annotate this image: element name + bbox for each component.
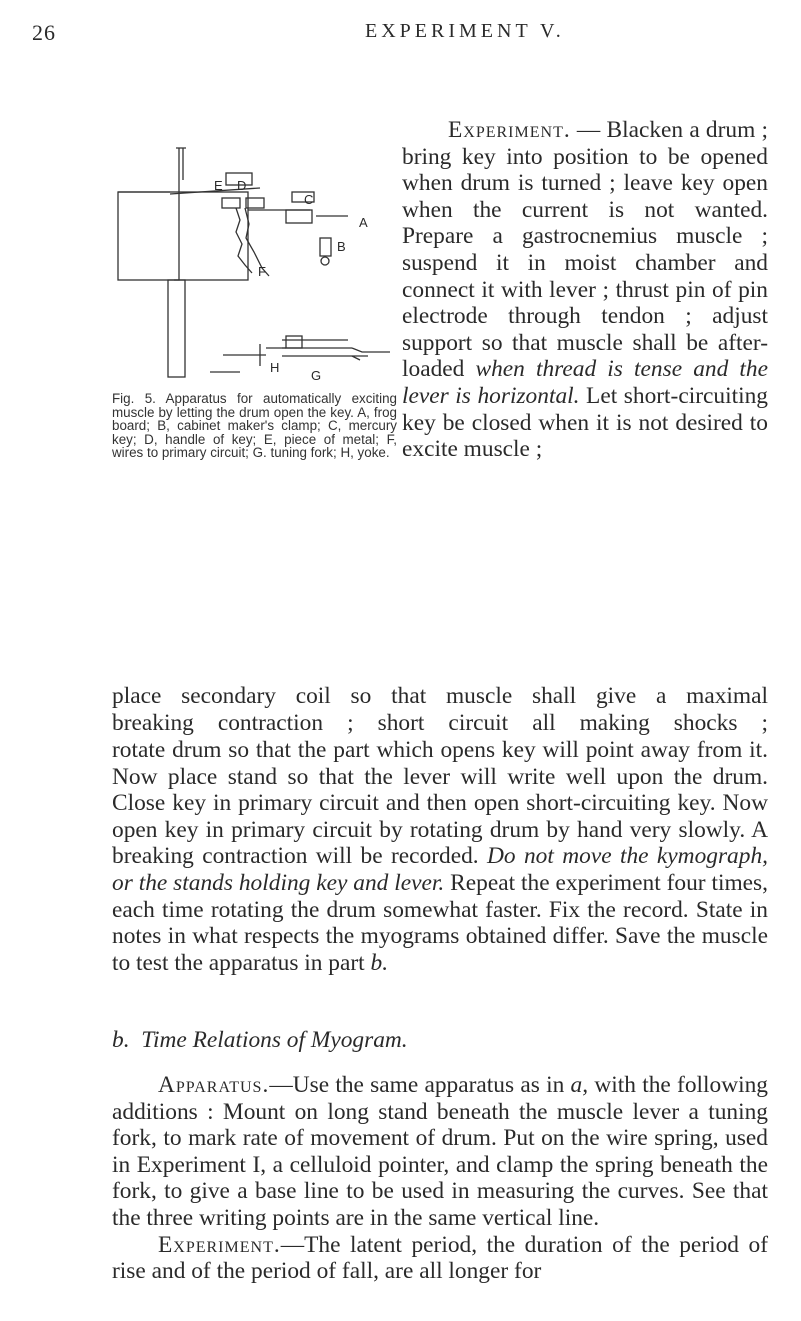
paragraph-italic: Do not move the kymograph, or the stands holding key and lever. (112, 843, 768, 896)
part-reference: b. (370, 949, 389, 976)
experiment-b-heading: Experiment. (158, 1231, 281, 1258)
apparatus-reference: a, (570, 1072, 589, 1098)
figure-caption: Fig. 5. Apparatus for automatically exciting muscle by letting the drum open the key. A, frog board; B, cabinet maker's clamp; C, mercury key; D, handle of key; E, piece of metal; F, wires to primary circuit; G. tuning fork; H, yoke. (112, 391, 397, 460)
label-h: H (270, 360, 280, 375)
experiment-heading: Experiment. (448, 117, 571, 143)
experiment-italic: when thread is tense and the lever is horizontal. (402, 356, 768, 409)
body-line-1: place secondary coil so that muscle shall give a maximal (112, 683, 768, 709)
paragraph-text: rotate drum so that the part which opens key will point away from it. Now place stand so that the lever will write well upon the drum. Close key in primary circuit and then open short-circuiting key. Now open key in primary circuit by rotating drum by hand very slowly. A breaking contraction will be recorded. (112, 737, 768, 870)
label-f: F (258, 264, 266, 279)
apparatus-text: —Use the same apparatus as in (269, 1072, 565, 1098)
label-a: A (359, 215, 368, 230)
diagram-lines (118, 148, 390, 377)
experiment-b-text: —The latent period, the duration of the period of rise and of the period of fall, are all longer for (112, 1231, 768, 1285)
section-b-title (112, 1027, 768, 1054)
body-line-2: breaking contraction ; short circuit all making shocks ; (112, 710, 768, 736)
apparatus-heading: Apparatus. (158, 1072, 270, 1098)
label-d: D (237, 178, 247, 193)
section-a-paragraph (112, 737, 768, 976)
label-g: G (311, 368, 322, 383)
section-b-heading: Time Relations of Myogram. (141, 1027, 408, 1053)
experiment-text-continued: Let short-circuiting key be closed when it is not desired to excite muscle ; (402, 382, 768, 463)
paragraph-text-continued: Repeat the experiment four times, each time rotating the drum somewhat faster. Fix the record. State in notes in what respects the myograms obtained differ. Save the muscle to test the apparatus in part (112, 869, 768, 976)
section-a-right-column (402, 117, 768, 463)
label-b: B (337, 239, 346, 254)
apparatus-paragraph (112, 1072, 768, 1285)
label-e: E (214, 178, 223, 193)
apparatus-diagram (110, 140, 390, 395)
apparatus-text-continued: with the following additions : Mount on long stand beneath the muscle lever a tuning fork, to mark rate of movement of drum. Put on the wire spring, used in Experiment I, a celluloid pointer, and clamp the spring beneath the fork, to give a base line to be used in measuring the curves. See that the three writing points are in the same vertical line. (112, 1072, 768, 1231)
running-title: EXPERIMENT V. (365, 20, 565, 42)
page-number: 26 (32, 20, 56, 45)
label-c: C (304, 192, 314, 207)
section-b-label: b. (112, 1027, 130, 1053)
experiment-text: — Blacken a drum ; bring key into position to be opened when drum is turned ; leave key open when the current is not wanted. Prepare a gastrocnemius muscle ; suspend it in moist chamber and connect it with lever ; thrust pin of pin electrode through tendon ; adjust support so that muscle shall be after-loaded (402, 117, 768, 383)
